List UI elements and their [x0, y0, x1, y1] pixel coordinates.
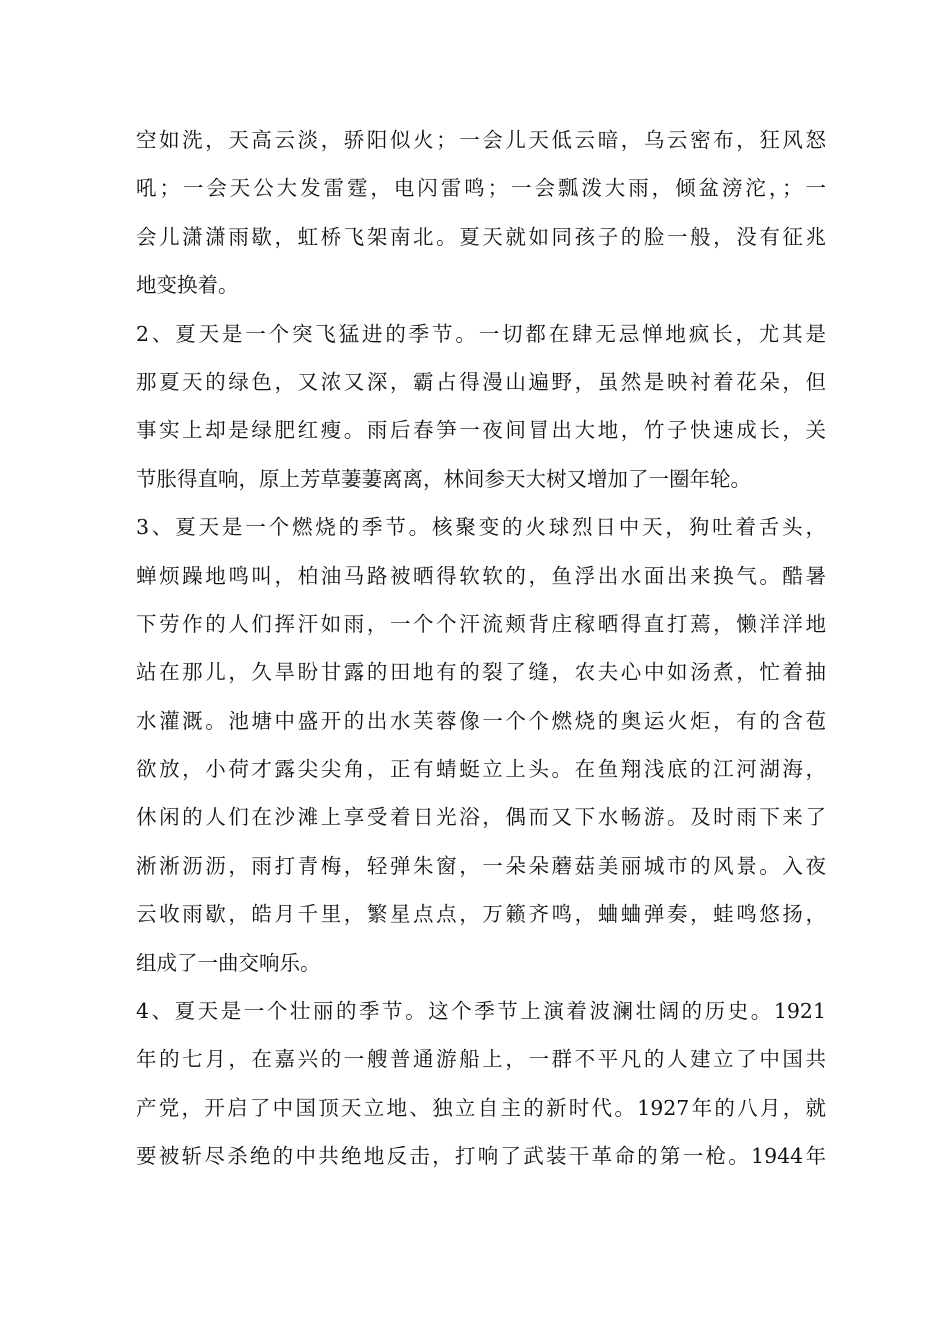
text-line: 组成了一曲交响乐。 [136, 950, 321, 975]
text-line: 云收雨歇，皓月千里，繁星点点，万籁齐鸣，蛐蛐弹奏，蛙鸣悠扬， [136, 902, 826, 927]
text-line: 节胀得直响，原上芳草萋萋离离，林间参天大树又增加了一圈年轮。 [136, 466, 751, 491]
text-line: 空如洗，天高云淡，骄阳似火；一会儿天低云暗，乌云密布，狂风怒 [136, 128, 826, 152]
text-line: 会儿潇潇雨歇，虹桥飞架南北。夏天就如同孩子的脸一般，没有征兆 [136, 224, 826, 249]
text-line: 4、夏天是一个壮丽的季节。这个季节上演着波澜壮阔的历史。1921 [136, 999, 826, 1024]
text-line: 地变换着。 [136, 273, 239, 298]
paragraph-2 [136, 310, 826, 504]
text-line: 水灌溉。池塘中盛开的出水芙蓉像一个个燃烧的奥运火炬，有的含苞 [136, 708, 826, 733]
text-line: 事实上却是绿肥红瘦。雨后春笋一夜间冒出大地，竹子快速成长，关 [136, 418, 826, 443]
text-line: 欲放，小荷才露尖尖角，正有蜻蜓立上头。在鱼翔浅底的江河湖海， [136, 757, 826, 782]
text-line: 下劳作的人们挥汗如雨，一个个汗流颊背庄稼晒得直打蔫，懒洋洋地 [136, 611, 826, 636]
body-text [136, 116, 826, 1181]
text-line: 2、夏天是一个突飞猛进的季节。一切都在肆无忌惮地疯长，尤其是 [136, 321, 826, 346]
text-line: 站在那儿，久旱盼甘露的田地有的裂了缝，农夫心中如汤煮，忙着抽 [136, 660, 826, 685]
text-line: 3、夏天是一个燃烧的季节。核聚变的火球烈日中天，狗吐着舌头， [136, 515, 826, 540]
text-line: 产党，开启了中国顶天立地、独立自主的新时代。1927年的八月，就 [136, 1095, 826, 1120]
text-line: 休闲的人们在沙滩上享受着日光浴，偶而又下水畅游。及时雨下来了 [136, 805, 826, 830]
text-line: 要被斩尽杀绝的中共绝地反击，打响了武装干革命的第一枪。1944年 [136, 1144, 826, 1169]
text-line: 那夏天的绿色，又浓又深，霸占得漫山遍野，虽然是映衬着花朵，但 [136, 369, 826, 394]
paragraph-3 [136, 503, 826, 987]
text-line: 淅淅沥沥，雨打青梅，轻弹朱窗，一朵朵蘑菇美丽城市的风景。入夜 [136, 853, 826, 878]
paragraph-4 [136, 987, 826, 1181]
text-line: 蝉烦躁地鸣叫，柏油马路被晒得软软的，鱼浮出水面出来换气。酷暑 [136, 563, 826, 588]
paragraph-1 [136, 116, 826, 310]
text-line: 年的七月，在嘉兴的一艘普通游船上，一群不平凡的人建立了中国共 [136, 1047, 826, 1072]
text-line: 吼；一会天公大发雷霆，电闪雷鸣；一会瓢泼大雨，倾盆滂沱，；一 [136, 176, 826, 201]
